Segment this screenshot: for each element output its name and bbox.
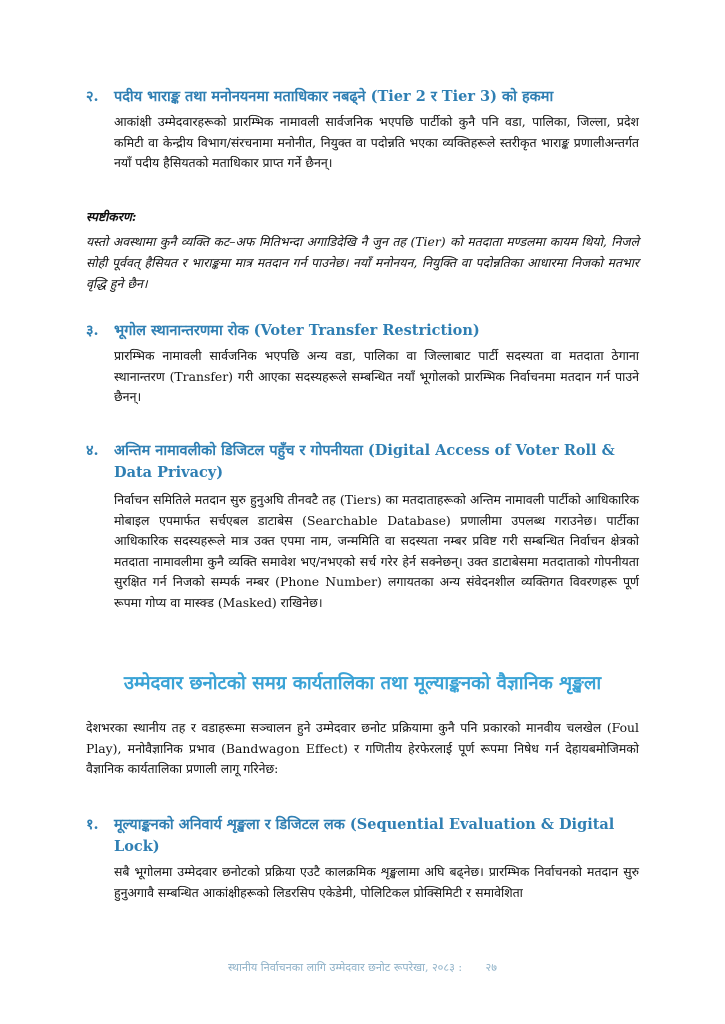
- section-heading-text: पदीय भाराङ्क तथा मनोनयनमा मताधिकार नबढ्ने (Tier 2 र Tier 3) को हकमा: [114, 88, 554, 105]
- section-heading-3: [86, 320, 646, 342]
- clarification-text: यस्तो अवस्थामा कुनै व्यक्ति कट–अफ मितिभन्दा अगाडिदेखि नै जुन तह (Tier) को मतदाता मण्डलमा कायम थियो, निजले सोही पूर्ववत् हैसियत र भाराङ्कमा मात्र मतदान गर्न पाउनेछ। नयाँ मनोनयन, नियुक्ति वा पदोन्नतिका आधारमा निजको मतभार वृद्धि हुने छैन।: [86, 234, 639, 291]
- section-number: २.: [86, 88, 99, 105]
- section-number: ३.: [86, 322, 99, 339]
- section-body-3: प्रारम्भिक नामावली सार्वजनिक भएपछि अन्य वडा, पालिका वा जिल्लाबाट पार्टी सदस्यता वा मतदाता ठेगाना स्थानान्तरण (Transfer) गरी आएका सदस्यहरूले सम्बन्धित नयाँ भूगोलको प्रारम्भिक निर्वाचनमा मतदान गर्न पाउने छैनन्।: [114, 348, 639, 405]
- section-body-2: आकांक्षी उम्मेदवारहरूको प्रारम्भिक नामावली सार्वजनिक भएपछि पार्टीको कुनै पनि वडा, पालिका, जिल्ला, प्रदेश कमिटी वा केन्द्रीय विभाग/संरचनामा मनोनीत, नियुक्त वा पदोन्नति भएका व्यक्तिहरूले स्तरीकृत भाराङ्क प्रणालीअन्तर्गत नयाँ पदीय हैसियतको मताधिकार प्राप्त गर्ने छैनन्।: [114, 114, 639, 171]
- main-section-intro: देशभरका स्थानीय तह र वडाहरूमा सञ्चालन हुने उम्मेदवार छनोट प्रक्रियामा कुनै पनि प्रकारको मानवीय चलखेल (Foul Play), मनोवैज्ञानिक प्रभाव (Bandwagon Effect) र गणितीय हेरफेरलाई पूर्ण रूपमा निषेध गर्न देहायबमोजिमको वैज्ञानिक कार्यतालिका प्रणाली लागू गरिनेछ:: [86, 720, 639, 777]
- section-body-1: सबै भूगोलमा उम्मेदवार छनोटको प्रक्रिया एउटै कालक्रमिक शृङ्खलामा अघि बढ्नेछ। प्रारम्भिक निर्वाचनको मतदान सुरु हुनुअगावै सम्बन्धित आकांक्षीहरूको लिडरसिप एकेडेमी, पोलिटिकल प्रोक्सिमिटी र समावेशिता: [114, 864, 639, 900]
- footer-text: स्थानीय निर्वाचनका लागि उम्मेदवार छनोट रूपरेखा, २०८३ :: [228, 961, 463, 974]
- page-number: २७: [485, 961, 497, 974]
- clarification-label: स्पष्टीकरण:: [86, 209, 137, 224]
- section-heading-1: [86, 814, 646, 858]
- section-heading-text: मूल्याङ्कनको अनिवार्य शृङ्खला र डिजिटल लक (Sequential Evaluation & Digital Lock): [114, 816, 615, 855]
- page-footer: [0, 960, 725, 975]
- section-heading-2: [86, 86, 646, 108]
- main-section-title: उम्मेदवार छनोटको समग्र कार्यतालिका तथा मूल्याङ्कनको वैज्ञानिक शृङ्खला: [123, 673, 602, 694]
- section-number: १.: [86, 816, 99, 833]
- section-body-4: निर्वाचन समितिले मतदान सुरु हुनुअघि तीनवटै तह (Tiers) का मतदाताहरूको अन्तिम नामावली पार्टीको आधिकारिक मोबाइल एपमार्फत सर्चएबल डाटाबेस (Searchable Database) प्रणालीमा उपलब्ध गराउनेछ। पार्टीका आधिकारिक सदस्यहरूले मात्र उक्त एपमा नाम, जन्ममिति वा सदस्यता नम्बर प्रविष्ट गरी सम्बन्धित निर्वाचन क्षेत्रको मतदाता नामावलीमा कुनै व्यक्ति समावेश भए/नभएको सर्च गरेर हेर्न सक्नेछन्। उक्त डाटाबेसमा मतदाताको गोपनीयता सुरक्षित गर्न निजको सम्पर्क नम्बर (Phone Number) लगायतका अन्य संवेदनशील व्यक्तिगत विवरणहरू पूर्ण रूपमा गोप्य वा मास्क्ड (Masked) राखिनेछ।: [114, 492, 639, 610]
- section-number: ४.: [86, 442, 99, 459]
- section-heading-4: [86, 440, 646, 484]
- section-heading-text: भूगोल स्थानान्तरणमा रोक (Voter Transfer Restriction): [114, 322, 480, 339]
- section-heading-text: अन्तिम नामावलीको डिजिटल पहुँच र गोपनीयता (Digital Access of Voter Roll & Data Privacy): [114, 442, 615, 481]
